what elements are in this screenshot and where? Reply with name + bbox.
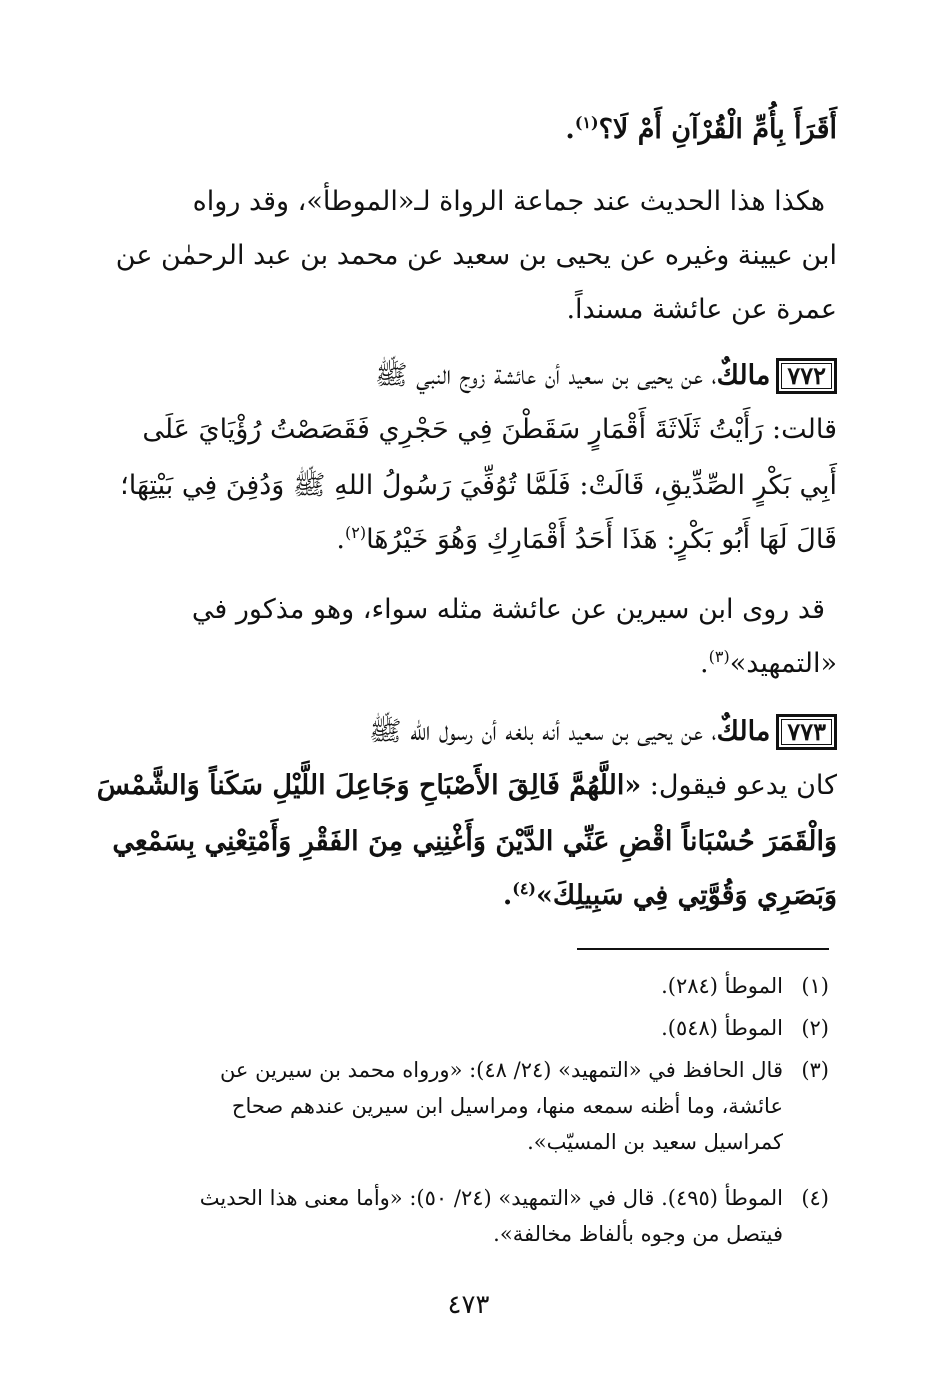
narrator-name: مالكٌ (716, 716, 771, 747)
footnote-ref: (٢) (344, 523, 367, 542)
hadith-text: قَالَ لَهَا أَبُو بَكْرٍ: هَذَا أَحَدُ أَقْمَارِكِ وَهُوَ خَيْرُهَا (366, 524, 837, 555)
hadith-text: أَقَرَأَ بِأُمِّ الْقُرْآنِ أَمْ لَا؟ (598, 114, 837, 145)
footnote-number: (٣) (801, 1058, 829, 1082)
hadith-number-box: ٧٧٢ (776, 358, 837, 394)
hadith-772-header (100, 356, 837, 396)
hadith-text: ، عن يحيى بن سعيد أنه بلغه أن رسول الله ﷺ (368, 716, 717, 747)
commentary-line: قد روى ابن سيرين عن عائشة مثله سواء، وهو مذكور في (191, 594, 825, 625)
hadith-text-line: قالت: رَأَيْتُ ثَلَاثَةَ أَقْمَارٍ سَقَطْنَ فِي حَجْرِي فَقَصَصْتُ رُؤْيَايَ عَلَى (142, 414, 837, 445)
hadith-number-box: ٧٧٣ (776, 714, 837, 750)
footnote-text: الموطأ (٢٨٤). (661, 974, 783, 998)
commentary-text: «التمهيد» (729, 648, 837, 679)
hadith-text-line: أَبِي بَكْرٍ الصِّدِّيقِ، قَالَتْ: فَلَمَّا تُوُفِّيَ رَسُولُ اللهِ ﷺ وَدُفِنَ فِي بَيْتِهَا؛ (120, 470, 837, 501)
narrator-name: مالكٌ (716, 360, 771, 391)
hadith-text-line: قَالَ لَهَا أَبُو بَكْرٍ: هَذَا أَحَدُ أَقْمَارِكِ وَهُوَ خَيْرُهَا$^{(٢)}$. (336, 523, 837, 555)
footnote-text: عائشة، وما أظنه سمعه منها، ومراسيل ابن سيرين عندهم صحاح (231, 1094, 783, 1118)
footnote-number: (٢) (801, 1016, 829, 1040)
footnote-1 (102, 968, 829, 1004)
footnote-ref: (٣) (708, 647, 730, 666)
hadith-773-header (100, 712, 837, 752)
footnote-text: قال الحافظ في «التمهيد» (٢٤/ ٤٨): «ورواه محمد بن سيرين عن (219, 1058, 783, 1082)
footnote-4 (102, 1180, 829, 1252)
footnote-text: الموطأ (٤٩٥). قال في «التمهيد» (٢٤/ ٥٠): «وأما معنى هذا الحديث (199, 1186, 783, 1210)
supplication-text: «اللَّهُمَّ فَالِقَ الأَصْبَاحِ وَجَاعِلَ اللَّيْلِ سَكَناً وَالشَّمْسَ (96, 770, 642, 801)
footnote-ref: (٤) (512, 879, 536, 898)
commentary-line: عمرة عن عائشة مسنداً. (566, 294, 837, 325)
footnote-number: (١) (801, 974, 829, 998)
hadith-text-line: أَقَرَأَ بِأُمِّ الْقُرْآنِ أَمْ لَا؟$^{(١)}$. (565, 113, 837, 145)
supplication-line: وَبَصَرِي وَقُوَّتِي فِي سَبِيلِكَ»$^{(٤)}$. (502, 879, 837, 911)
commentary-line: «التمهيد»$^{(٣)}$. (700, 647, 837, 679)
hadith-text-line (96, 766, 837, 806)
footnote-text: كمراسيل سعيد بن المسيّب». (527, 1130, 783, 1154)
footnote-ref: (١) (574, 113, 599, 132)
hadith-text: كان يدعو فيقول: (641, 770, 837, 801)
footnote-text: فيتصل من وجوه بألفاظ مخالفة». (493, 1222, 783, 1246)
footnote-text: الموطأ (٥٤٨). (661, 1016, 783, 1040)
footnote-2 (102, 1010, 829, 1046)
footnote-number: (٤) (801, 1186, 829, 1210)
commentary-line: ابن عيينة وغيره عن يحيى بن سعيد عن محمد بن عبد الرحمٰن عن (115, 240, 837, 271)
footnote-separator (577, 948, 829, 950)
page-number: ٤٧٣ (447, 1290, 490, 1320)
supplication-line: وَالْقَمَرَ حُسْبَاناً اقْضِ عَنِّي الدَّيْنَ وَأَغْنِنِي مِنَ الفَقْرِ وَأَمْتِعْنِي بِسَمْعِي (112, 826, 837, 857)
hadith-text: ، عن يحيى بن سعيد أن عائشة زوج النبي ﷺ (374, 360, 717, 391)
supplication-text: وَبَصَرِي وَقُوَّتِي فِي سَبِيلِكَ» (535, 880, 837, 911)
footnote-3 (102, 1052, 829, 1160)
commentary-line: هكذا هذا الحديث عند جماعة الرواة لـ«الموطأ»، وقد رواه (192, 186, 825, 217)
